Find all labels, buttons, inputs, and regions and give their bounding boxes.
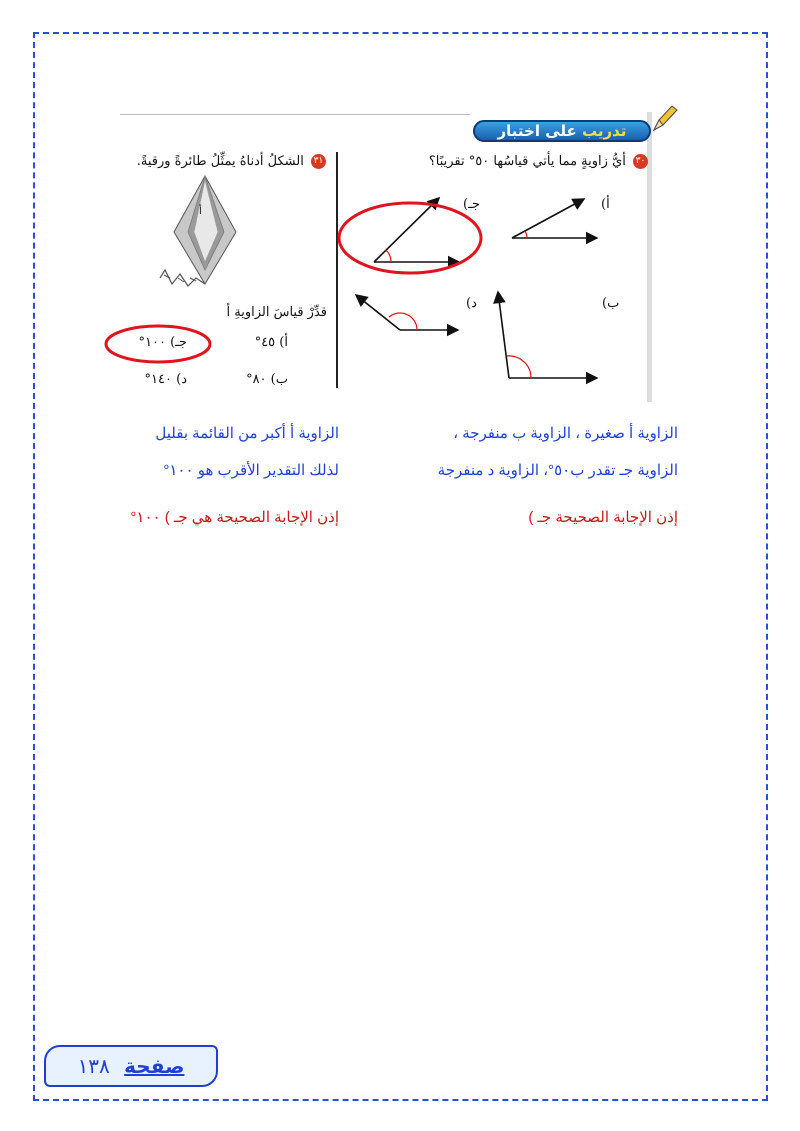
question-31	[137, 154, 326, 169]
answer-right-line-2: الزاوية جـ تقدر ب٥٠°، الزاوية د منفرجة	[437, 462, 678, 479]
angle-label-d: د)	[466, 296, 477, 311]
angle-label-c: جـ)	[463, 197, 480, 212]
angle-a-figure	[512, 199, 597, 238]
angle-label-a: أ)	[601, 197, 610, 212]
page-number-box	[44, 1045, 218, 1087]
kite-vertex-label: أ	[199, 206, 202, 217]
page-word: صفحة	[124, 1054, 185, 1078]
question-31-prompt: قدِّرْ قياسَ الزاويةِ أ	[226, 305, 327, 320]
question-31-text: الشكلُ أدناهُ يمثِّلُ طائرةً ورقيةً.	[136, 154, 304, 169]
answer-left-line-3: إذن الإجابة الصحيحة هي جـ ) ١٠٠°	[130, 509, 339, 526]
angle-b-figure	[498, 292, 597, 378]
option-b: ب) ٨٠°	[246, 372, 288, 387]
question-30-number: ٣٠	[633, 154, 648, 169]
answer-right-line-3: إذن الإجابة الصحيحة جـ )	[528, 509, 678, 526]
option-c: جـ) ١٠٠°	[138, 335, 187, 350]
page-number: ١٣٨	[77, 1054, 110, 1078]
banner-word-training: تدريب	[582, 122, 627, 140]
option-d: د) ١٤٠°	[144, 372, 187, 387]
angle-label-b: ب)	[602, 296, 620, 311]
answer-left-line-2: لذلك التقدير الأقرب هو ١٠٠°	[163, 462, 339, 479]
banner-word-test: على اختبار	[497, 122, 577, 140]
question-30-text: أيُّ زاويةٍ مما يأتي قياسُها ٥٠° تقريبًا؟	[428, 154, 626, 169]
kite-figure	[160, 176, 236, 286]
answer-right-line-1: الزاوية أ صغيرة ، الزاوية ب منفرجة ،	[453, 425, 678, 442]
question-31-number: ٣١	[311, 154, 326, 169]
answer-left-line-1: الزاوية أ أكبر من القائمة بقليل	[155, 425, 339, 442]
option-a: أ) ٤٥°	[254, 335, 288, 350]
angle-d-figure	[356, 295, 458, 330]
